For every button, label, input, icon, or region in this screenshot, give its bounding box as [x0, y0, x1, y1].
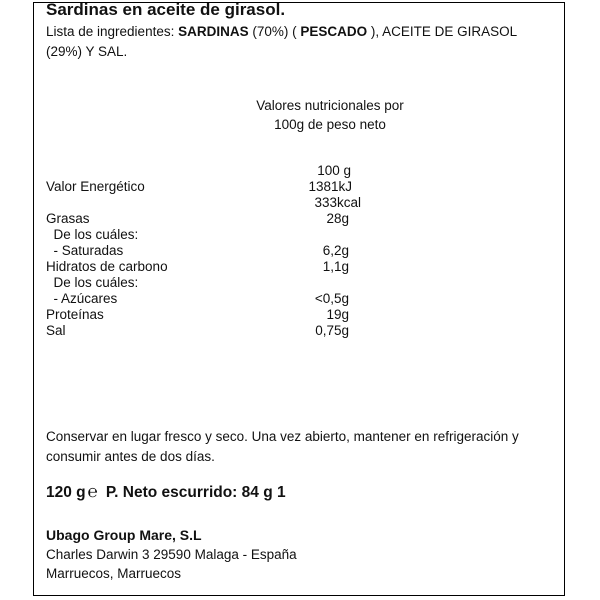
saturated-label: - Saturadas: [46, 243, 124, 258]
ingredient-percent: (70%) (: [248, 24, 301, 39]
energy-kj-value: 1381kJ: [308, 179, 352, 194]
protein-value: 19g: [326, 307, 349, 322]
net-weight: 120 g: [46, 484, 86, 501]
carbs-value: 1,1g: [322, 259, 349, 274]
carbs-of-which-label: De los cuáles:: [46, 275, 139, 290]
nutrition-header-line1: Valores nutricionales por: [256, 98, 404, 113]
producer-company: Ubago Group Mare, S.L: [46, 527, 202, 543]
product-title: Sardinas en aceite de girasol.: [46, 0, 286, 19]
producer-country: Marruecos, Marruecos: [46, 566, 182, 581]
fat-of-which-label: De los cuáles:: [46, 227, 139, 242]
ingredient-sardinas: SARDINAS: [178, 24, 249, 39]
drained-weight: P. Neto escurrido: 84 g 1: [105, 484, 286, 501]
ingredient-pescado: PESCADO: [300, 24, 368, 39]
ingredients-list: [46, 22, 546, 62]
salt-value: 0,75g: [315, 323, 349, 338]
sugars-value: <0,5g: [314, 291, 349, 306]
nutrition-column-header: 100 g: [317, 163, 351, 178]
storage-instructions: Conservar en lugar fresco y seco. Una vez abierto, mantener en refrigeración y consumir antes de dos días.: [46, 429, 519, 464]
carbs-label: Hidratos de carbono: [46, 259, 168, 274]
energy-label: Valor Energético: [46, 179, 145, 194]
estimated-sign-icon: ℮: [87, 482, 98, 501]
salt-label: Sal: [46, 323, 66, 338]
nutrition-header-line2: 100g de peso neto: [274, 117, 386, 132]
fat-label: Grasas: [46, 211, 90, 226]
ingredients-rest: ), ACEITE DE GIRASOL (29%) Y SAL.: [46, 24, 517, 59]
ingredients-label: Lista de ingredientes:: [46, 24, 179, 39]
protein-label: Proteínas: [46, 307, 104, 322]
saturated-value: 6,2g: [322, 243, 349, 258]
fat-value: 28g: [326, 211, 349, 226]
sugars-label: - Azúcares: [46, 291, 118, 306]
net-weight-line: [46, 482, 286, 502]
producer-address: Charles Darwin 3 29590 Malaga - España: [46, 547, 297, 562]
energy-kcal-value: 333kcal: [314, 195, 361, 210]
